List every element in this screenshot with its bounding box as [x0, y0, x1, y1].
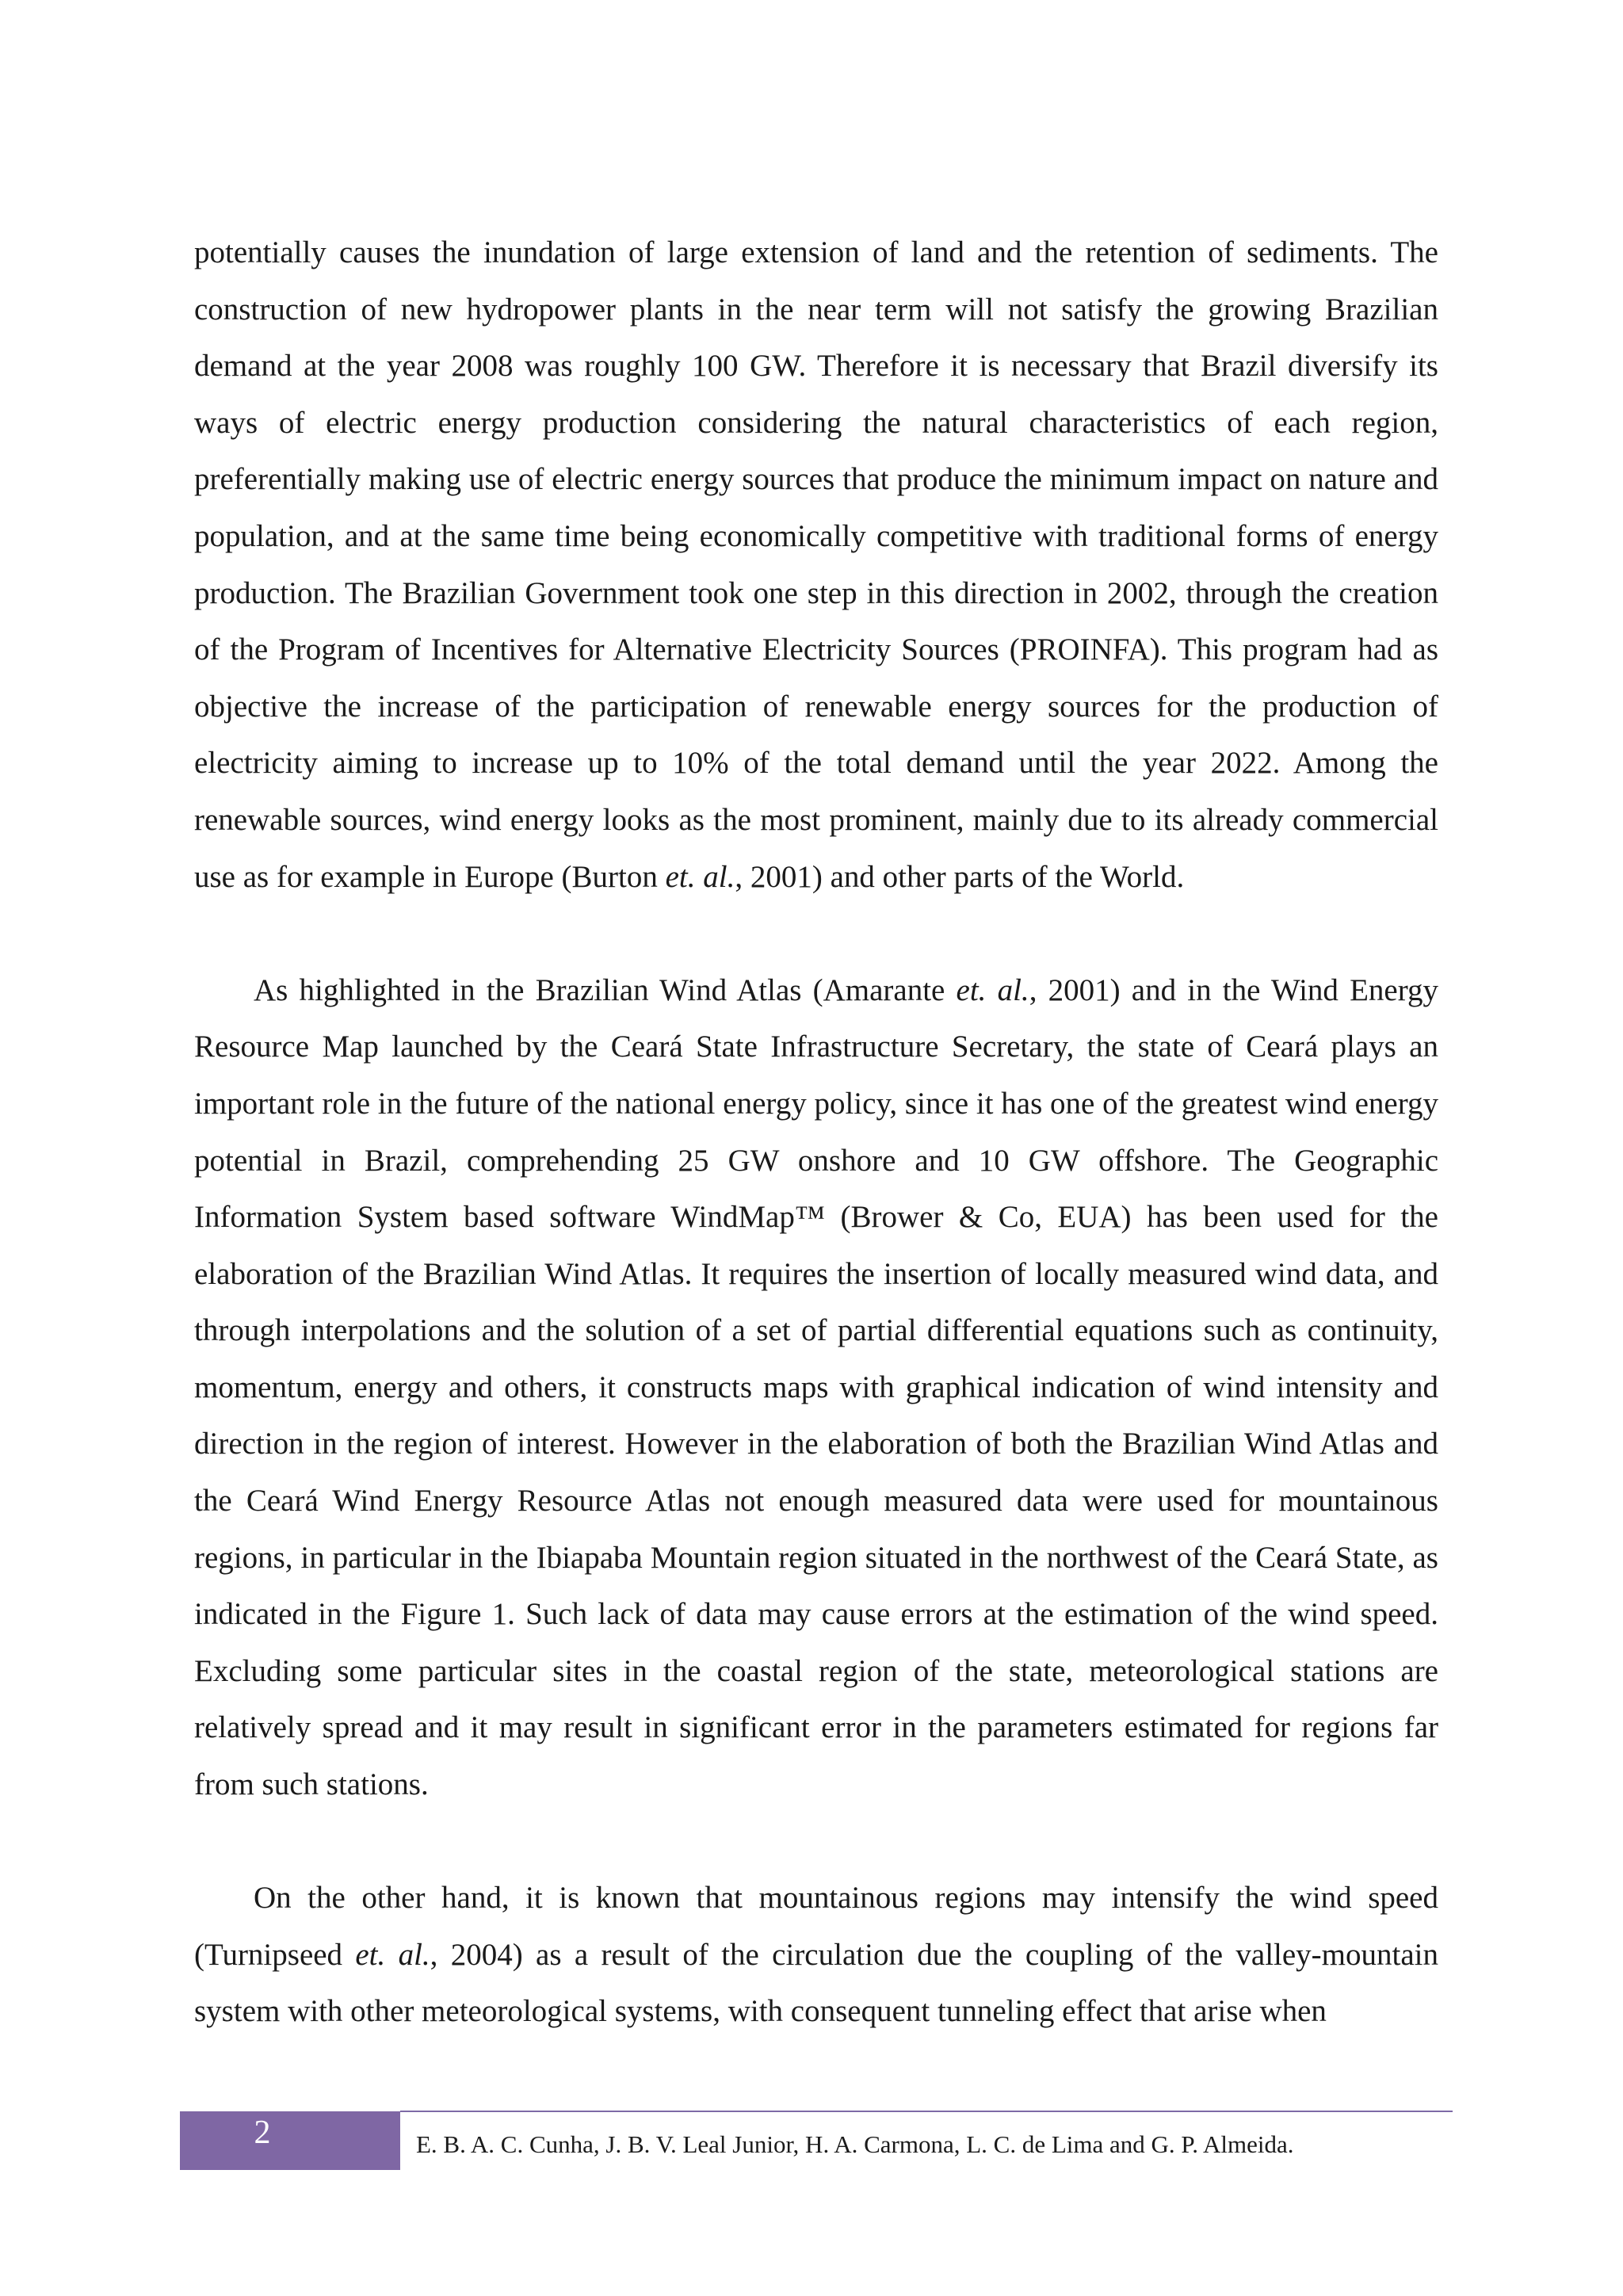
paragraph-2-text-a: As highlighted in the Brazilian Wind Atlas (Amarante	[254, 972, 957, 1007]
paragraph-1	[194, 224, 1438, 905]
citation-et-al: et. al.	[355, 1937, 430, 1972]
paragraph-2	[194, 962, 1438, 1813]
citation-et-al: et. al.	[956, 972, 1029, 1007]
paragraph-3-text-a: On the other hand, it is known that mountainous regions may intensify the wind speed (Turnipseed	[194, 1881, 1438, 1972]
page-body	[194, 224, 1438, 2040]
paragraph-3	[194, 1870, 1438, 2040]
paragraph-1-text-a: potentially causes the inundation of large extension of land and the retention of sediments. The construction of new hydropower plants in the near term will not satisfy the growing Brazilian demand at the year 2008 was roughly 100 GW. Therefore it is necessary that Brazil diversify its ways of electric energy production considering the natural characteristics of each region, preferentially making use of electric energy sources that produce the minimum impact on nature and population, and at the same time being economically competitive with traditional forms of energy production. The Brazilian Government took one step in this direction in 2002, through the creation of the Program of Incentives for Alternative Electricity Sources (PROINFA). This program had as objective the increase of the participation of renewable energy sources for the production of electricity aiming to increase up to 10% of the total demand until the year 2022. Among the renewable sources, wind energy looks as the most prominent, mainly due to its already commercial use as for example in Europe (Burton	[194, 235, 1438, 894]
citation-et-al: et. al.	[665, 859, 735, 894]
page-number: 2	[254, 2115, 271, 2151]
page-number-box	[180, 2111, 400, 2170]
paragraph-gap	[194, 905, 1438, 962]
footer-rule	[400, 2111, 1453, 2112]
paragraph-1-text-b: , 2001) and other parts of the World.	[735, 859, 1185, 894]
footer-authors: E. B. A. C. Cunha, J. B. V. Leal Junior, H. A. Carmona, L. C. de Lima and G. P. Almeida.	[416, 2130, 1294, 2158]
paragraph-gap	[194, 1813, 1438, 1870]
paragraph-3-text-b: , 2004) as a result of the circulation due the coupling of the valley-mountain system with other meteorological systems, with consequent tunneling effect that arise when	[194, 1937, 1438, 2029]
paragraph-2-text-b: , 2001) and in the Wind Energy Resource Map launched by the Ceará State Infrastructure Secretary, the state of Ceará plays an important role in the future of the national energy policy, since it has one of the greatest wind energy potential in Brazil, comprehending 25 GW onshore and 10 GW offshore. The Geographic Information System based software WindMap™ (Brower & Co, EUA) has been used for the elaboration of the Brazilian Wind Atlas. It requires the insertion of locally measured wind data, and through interpolations and the solution of a set of partial differential equations such as continuity, momentum, energy and others, it constructs maps with graphical indication of wind intensity and direction in the region of interest. However in the elaboration of both the Brazilian Wind Atlas and the Ceará Wind Energy Resource Atlas not enough measured data were used for mountainous regions, in particular in the Ibiapaba Mountain region situated in the northwest of the Ceará State, as indicated in the Figure 1. Such lack of data may cause errors at the estimation of the wind speed. Excluding some particular sites in the coastal region of the state, meteorological stations are relatively spread and it may result in significant error in the parameters estimated for regions far from such stations.	[194, 972, 1439, 1802]
